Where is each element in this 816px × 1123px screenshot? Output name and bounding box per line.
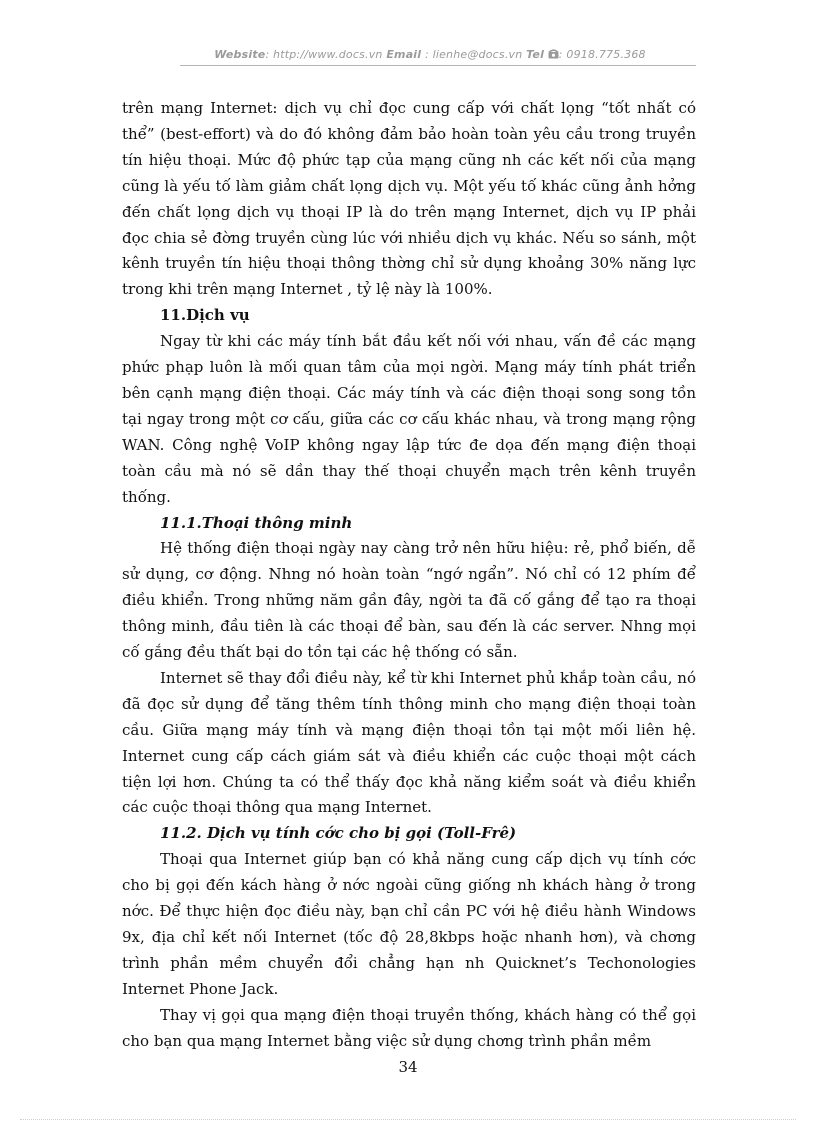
- document-body: [122, 96, 696, 1055]
- paragraph-2: Ngay từ khi các máy tính bắt đầu kết nối với nhau, vấn đề các mạng phức phạp luôn là mối quan tâm của mọi ngời. Mạng máy tính phát triển bên cạnh mạng điện thoại. Các máy tính và các điện thoại song song tồn tại ngay trong một cơ cấu, giữa các cơ cấu khác nhau, và trong mạng rộng WAN. Công nghệ VoIP không ngay lập tức đe dọa đến mạng điện thoại toàn cầu mà nó sẽ dần thay thế thoại chuyển mạch trên kênh truyền thống.: [122, 332, 696, 506]
- email-address: : lienhe@docs.vn: [421, 48, 523, 61]
- tel-label: Tel: [526, 48, 545, 61]
- tel-number: : 0918.775.368: [558, 48, 646, 61]
- website-url: : http://www.docs.vn: [265, 48, 383, 61]
- page-header: [180, 48, 680, 61]
- phone-icon: [548, 49, 559, 59]
- paragraph-5: Thoại qua Internet giúp bạn có khả năng cung cấp dịch vụ tính cớc cho bị gọi đến kách hàng ở nớc ngoài cũng giống nh khách hàng ở trong nớc. Để thực hiện đọc điều này, bạn chỉ cần PC với hệ điều hành Windows 9x, địa chỉ kết nối Internet (tốc độ 28,8kbps hoặc nhanh hơn), và chơng trình phần mềm chuyển đổi chẳng hạn nh Quicknet’s Techonologies Internet Phone Jack.: [122, 850, 696, 998]
- paragraph-3: Hệ thống điện thoại ngày nay càng trở nên hữu hiệu: rẻ, phổ biến, dễ sử dụng, cơ động. Nhng nó hoàn toàn “ngớ ngẩn”. Nó chỉ có 12 phím để điều khiển. Trong những năm gần đây, ngời ta đã cố gắng để tạo ra thoại thông minh, đầu tiên là các thoại để bàn, sau đến là các server. Nhng mọi cố gắng đều thất bại do tồn tại các hệ thống có sẵn.: [122, 539, 696, 662]
- subsection-heading-11-2: 11.2. Dịch vụ tính cớc cho bị gọi (Toll-Frê): [160, 824, 517, 843]
- paragraph-4: Internet sẽ thay đổi điều này, kể từ khi Internet phủ khắp toàn cầu, nó đã đọc sử dụng để tăng thêm tính thông minh cho mạng điện thoại toàn cầu. Giữa mạng máy tính và mạng điện thoại tồn tại một mối liên hệ. Internet cung cấp cách giám sát và điều khiển các cuộc thoại một cách tiện lợi hơn. Chúng ta có thể thấy đọc khả năng kiểm soát và điều khiển các cuộc thoại thông qua mạng Internet.: [122, 668, 696, 817]
- paragraph-1: trên mạng Internet: dịch vụ chỉ đọc cung cấp với chất lọng “tốt nhất có thể” (best-effort) và do đó không đảm bảo hoàn toàn yêu cầu trong truyền tín hiệu thoại. Mức độ phức tạp của mạng cũng nh các kết nối của mạng cũng là yếu tố làm giảm chất lọng dịch vụ. Một yếu tố khác cũng ảnh hởng đến chất lọng dịch vụ thoại IP là do trên mạng Internet, dịch vụ IP phải đọc chia sẻ đờng truyền cùng lúc với nhiều dịch vụ khác. Nếu so sánh, một kênh truyền tín hiệu thoại thông thờng chỉ sử dụng khoảng 30% năng lực trong khi trên mạng Internet , tỷ lệ này là 100%.: [122, 99, 696, 299]
- header-divider: [180, 65, 696, 66]
- page-number: 34: [398, 1058, 418, 1076]
- subsection-heading-11-1: 11.1.Thoại thông minh: [160, 513, 353, 532]
- website-label: Website: [214, 48, 266, 61]
- email-label: Email: [386, 48, 422, 61]
- paragraph-6: Thay vị gọi qua mạng điện thoại truyền thống, khách hàng có thể gọi cho bạn qua mạng Internet bằng việc sử dụng chơng trình phần mềm: [122, 1005, 696, 1050]
- section-heading-11: 11.Dịch vụ: [160, 306, 250, 325]
- page-bottom-divider: [20, 1119, 796, 1120]
